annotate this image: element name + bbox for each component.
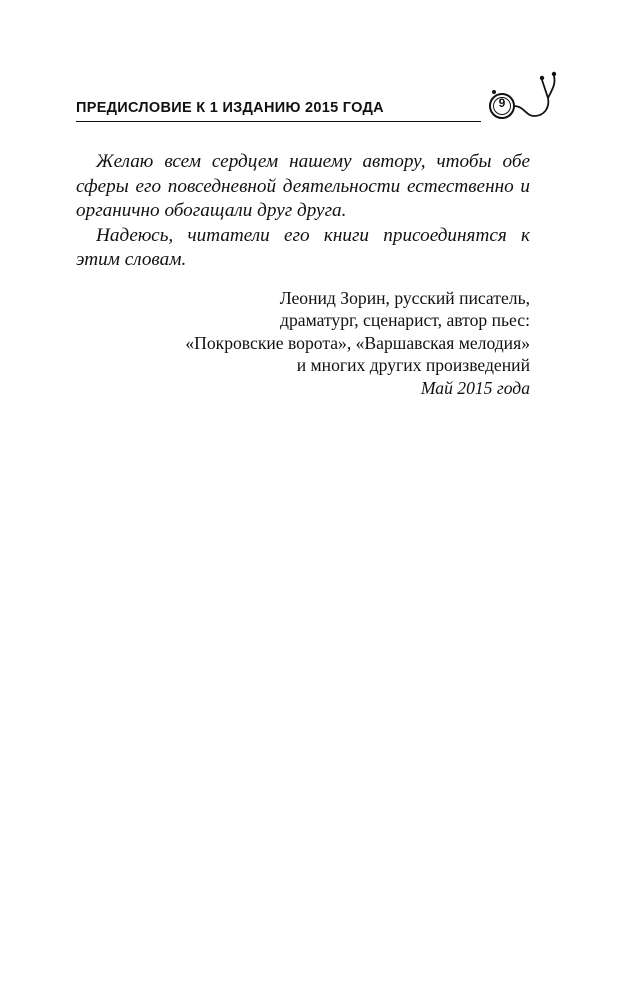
author-signature [140,287,530,399]
page-number: 9 [498,96,506,110]
signature-line: драматург, сценарист, автор пьес: [280,310,530,331]
header-rule [76,121,481,122]
signature-line: Леонид Зорин, русский писатель, [279,288,530,308]
signature-line: «Покровские ворота», «Варшавская мелодия» [185,332,530,353]
paragraph: Надеюсь, читатели его книги присоединятся к этим словам. [76,224,530,271]
running-title: ПРЕДИСЛОВИЕ К 1 ИЗДАНИЮ 2015 ГОДА [76,100,384,116]
stethoscope-icon [470,68,562,138]
signature-line: и многих других произведений [296,355,530,376]
paragraph: Желаю всем сердцем нашему автору, чтобы обе сферы его повседневной деятельности естественно и органично обогащали друг друга. [76,151,530,222]
main-text [76,150,530,273]
signature-date: Май 2015 года [420,377,530,398]
